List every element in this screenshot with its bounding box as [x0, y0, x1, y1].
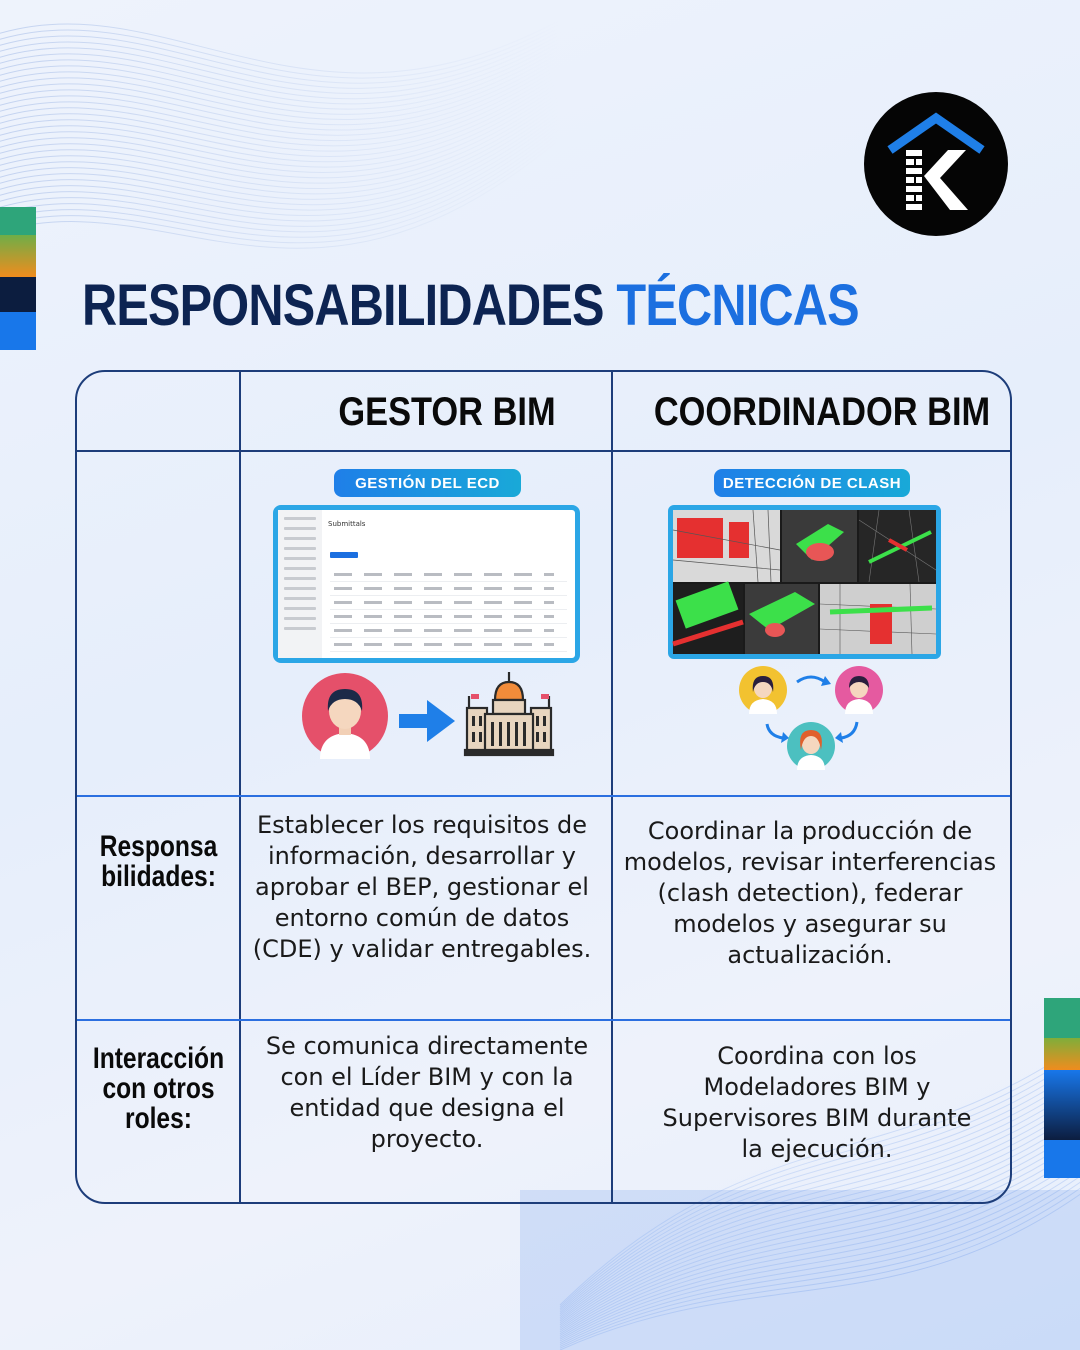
column-divider — [239, 372, 241, 1202]
row-divider — [77, 1019, 1010, 1021]
brand-logo — [864, 77, 1008, 236]
clash-detection-screenshot — [668, 505, 941, 659]
house-roof-icon — [864, 77, 1008, 236]
row-label-interaccion: Interacción con otros roles: — [92, 1042, 225, 1135]
gestor-responsabilidades: Establecer los requisitos de información, desarrollar y aprobar el BEP, gestionar el entorno común de datos (CDE) y validar entregables. — [252, 811, 592, 963]
svg-text:K: K — [864, 77, 875, 96]
coordinador-interaccion: Coordina con los Modeladores BIM y Supervisores BIM durante la ejecución. — [662, 1042, 972, 1163]
title-main: RESPONSABILIDADES — [82, 273, 604, 338]
coordinador-responsabilidades: Coordinar la producción de modelos, revisar interferencias (clash detection), federar modelos y asegurar su actualización. — [623, 817, 997, 969]
page-title — [82, 272, 859, 339]
badge-deteccion-clash: DETECCIÓN DE CLASH — [714, 469, 910, 497]
column-header-gestor: GESTOR BIM — [338, 389, 556, 434]
manager-avatar — [302, 673, 388, 759]
screenshot-title: Submittals — [328, 520, 366, 528]
row-divider — [77, 795, 1010, 797]
comparison-table — [75, 370, 1012, 1204]
column-header-coordinador: COORDINADOR BIM — [653, 389, 991, 434]
column-divider — [611, 372, 613, 1202]
right-accent-tab — [1044, 998, 1080, 1178]
government-building-icon — [463, 670, 555, 756]
left-accent-tab — [0, 207, 36, 350]
title-accent: TÉCNICAS — [616, 273, 859, 338]
arrow-right-icon — [399, 700, 455, 742]
cde-screenshot — [273, 505, 580, 663]
team-coordination-icon — [739, 666, 889, 770]
gestor-interaccion: Se comunica directamente con el Líder BIM y con la entidad que designa el proyecto. — [265, 1032, 589, 1153]
badge-gestion-ecd: GESTIÓN DEL ECD — [334, 469, 521, 497]
row-label-responsabilidades: Responsa bilidades: — [99, 830, 218, 893]
